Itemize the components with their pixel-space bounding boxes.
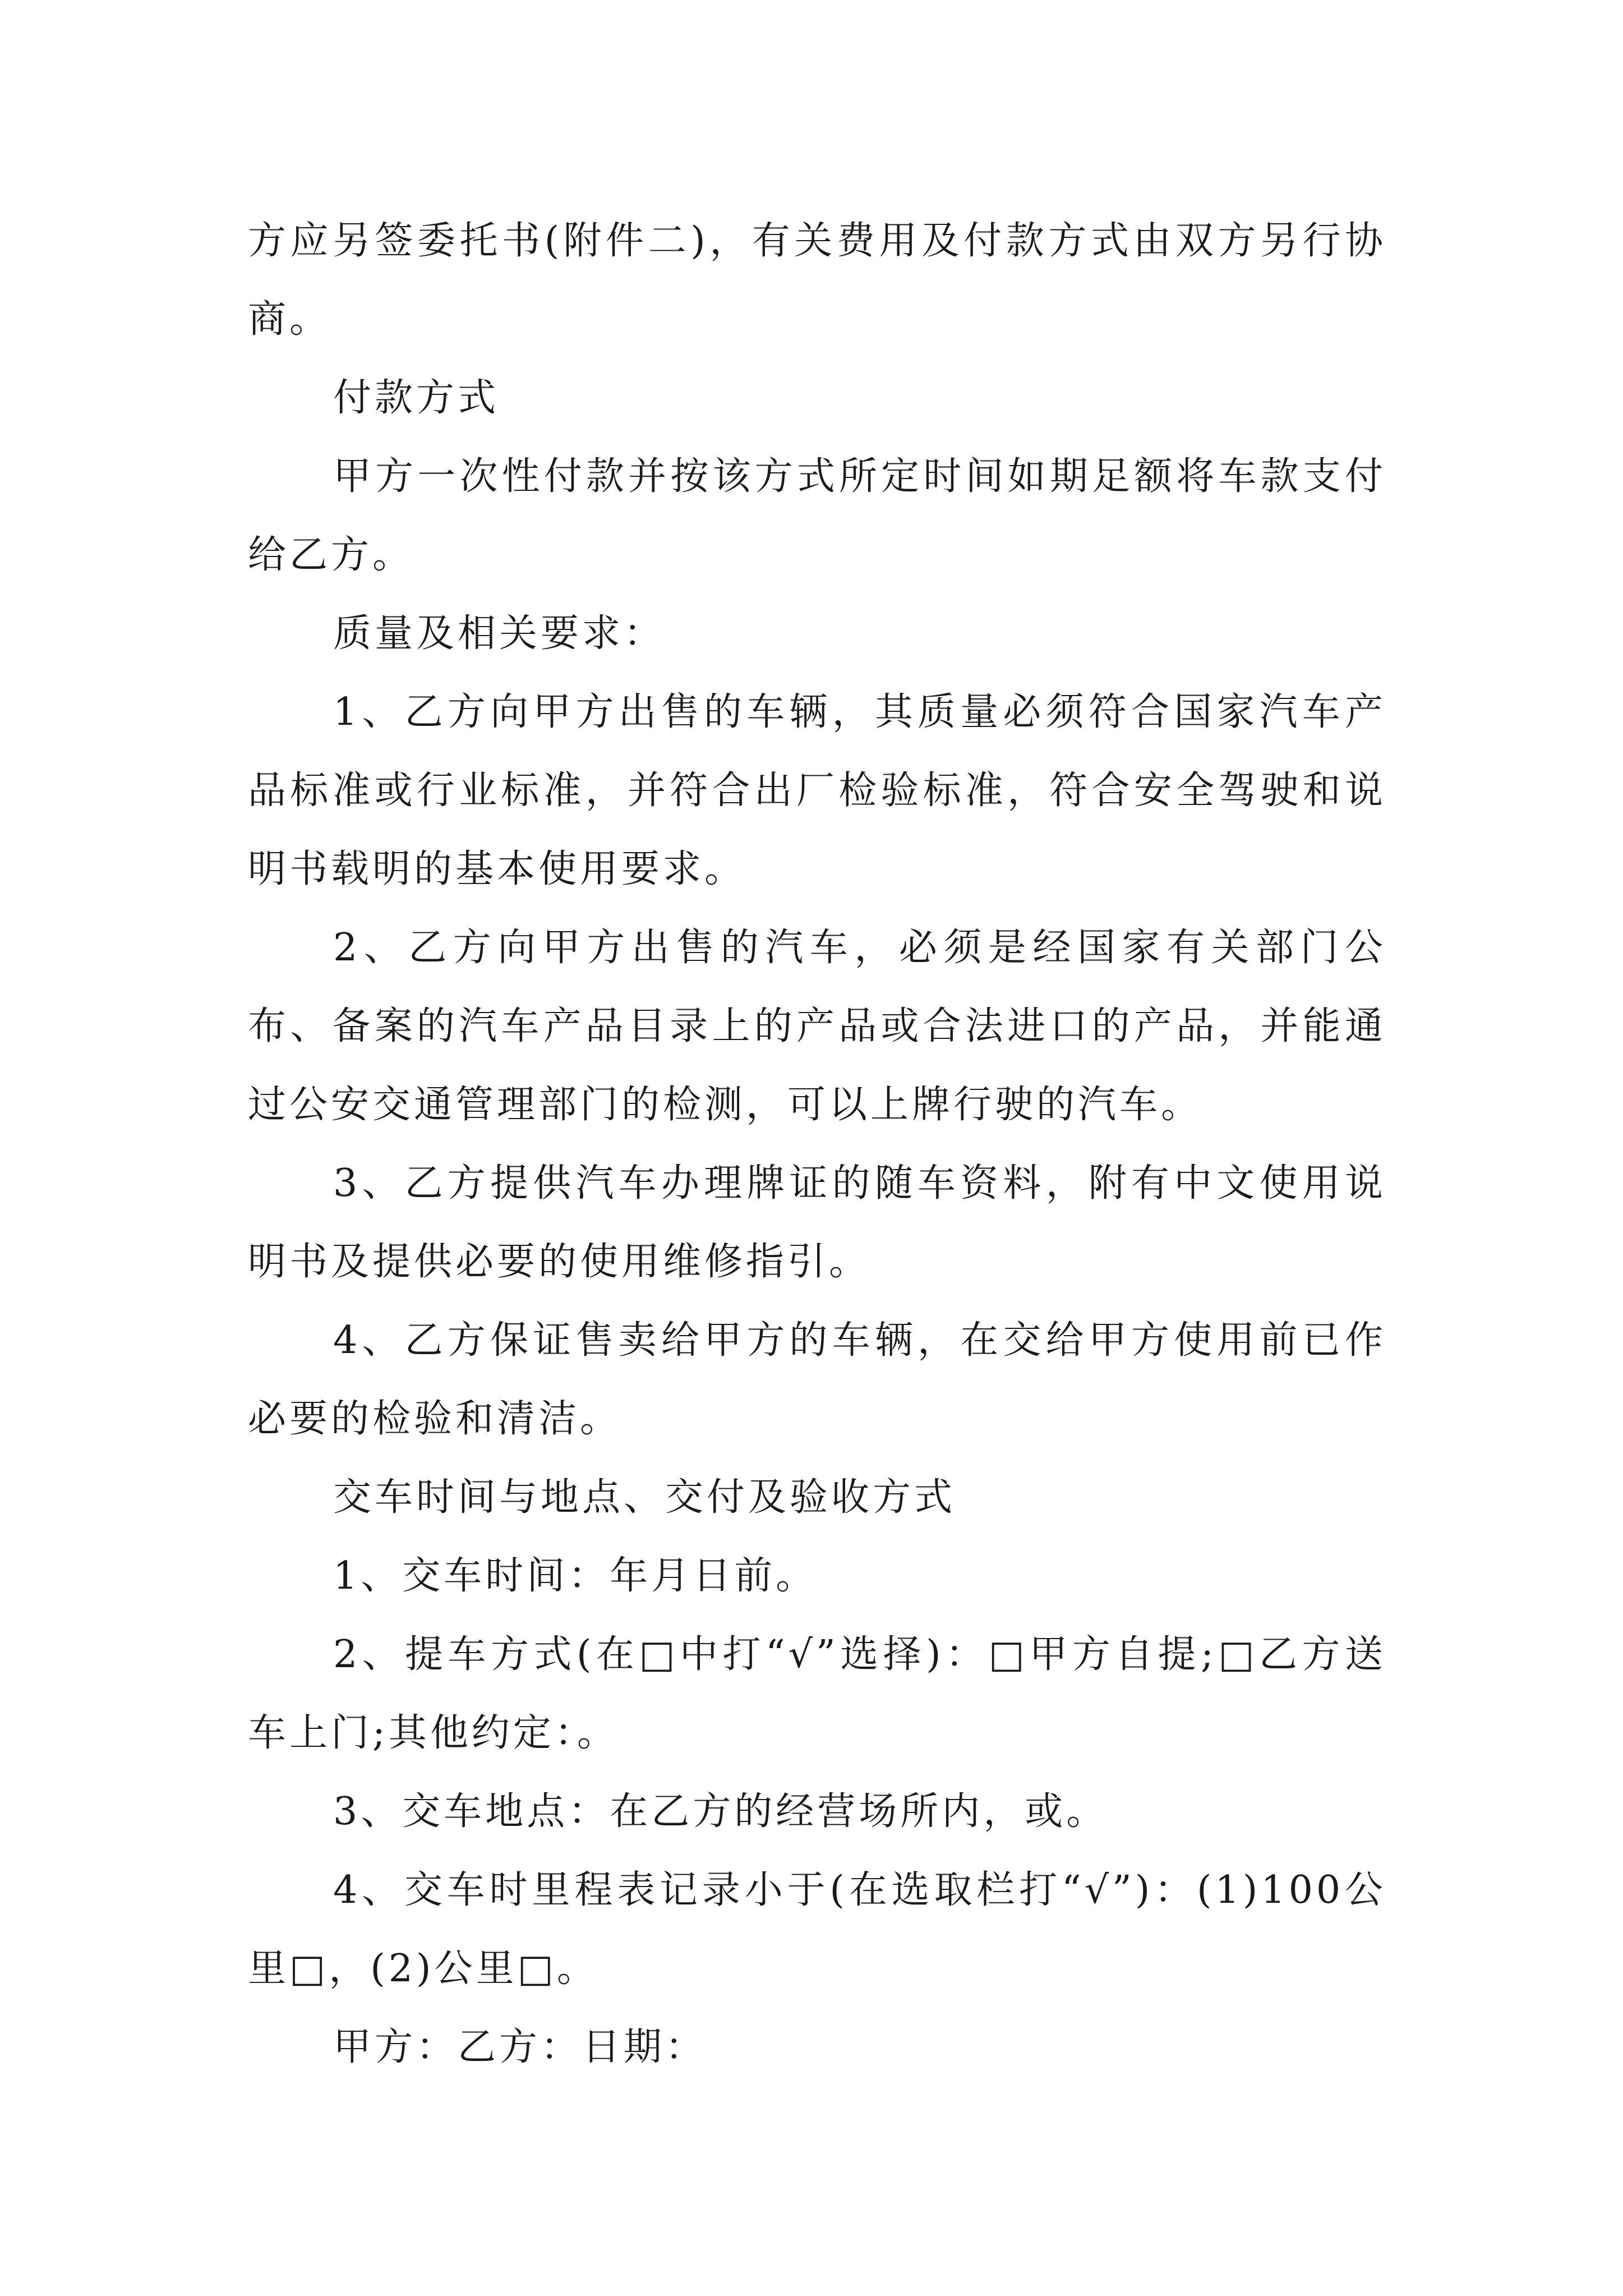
paragraph-payment: 甲方一次性付款并按该方式所定时间如期足额将车款支付给乙方。 — [248, 454, 1386, 577]
quality-item-3: 3、乙方提供汽车办理牌证的随车资料，附有中文使用说明书及提供必要的使用维修指引。 — [248, 1161, 1386, 1284]
quality-item-4: 4、乙方保证售卖给甲方的车辆，在交给甲方使用前已作必要的检验和清洁。 — [248, 1318, 1386, 1441]
section-heading-delivery: 交车时间与地点、交付及验收方式 — [333, 1475, 956, 1520]
document-body — [248, 202, 1386, 2087]
section-heading-quality: 质量及相关要求： — [333, 611, 666, 656]
delivery-item-1: 1、交车时间：年月日前。 — [333, 1554, 818, 1598]
delivery-item-2: 2、提车方式(在□中打“√”选择)：□甲方自提;□乙方送车上门;其他约定：。 — [248, 1632, 1386, 1755]
paragraph-1: 方应另签委托书(附件二)，有关费用及付款方式由双方另行协商。 — [248, 219, 1386, 342]
signature-line: 甲方：乙方：日期： — [333, 2025, 707, 2069]
delivery-item-4: 4、交车时里程表记录小于(在选取栏打“√”)：(1)100公里□，(2)公里□。 — [248, 1868, 1386, 1991]
delivery-item-3: 3、交车地点：在乙方的经营场所内，或。 — [333, 1789, 1108, 1834]
section-heading-payment: 付款方式 — [333, 376, 500, 420]
quality-item-1: 1、乙方向甲方出售的车辆，其质量必须符合国家汽车产品标准或行业标准，并符合出厂检验标准，符合安全驾驶和说明书载明的基本使用要求。 — [248, 690, 1386, 891]
quality-item-2: 2、乙方向甲方出售的汽车，必须是经国家有关部门公布、备案的汽车产品目录上的产品或合法进口的产品，并能通过公安交通管理部门的检测，可以上牌行驶的汽车。 — [248, 926, 1386, 1127]
